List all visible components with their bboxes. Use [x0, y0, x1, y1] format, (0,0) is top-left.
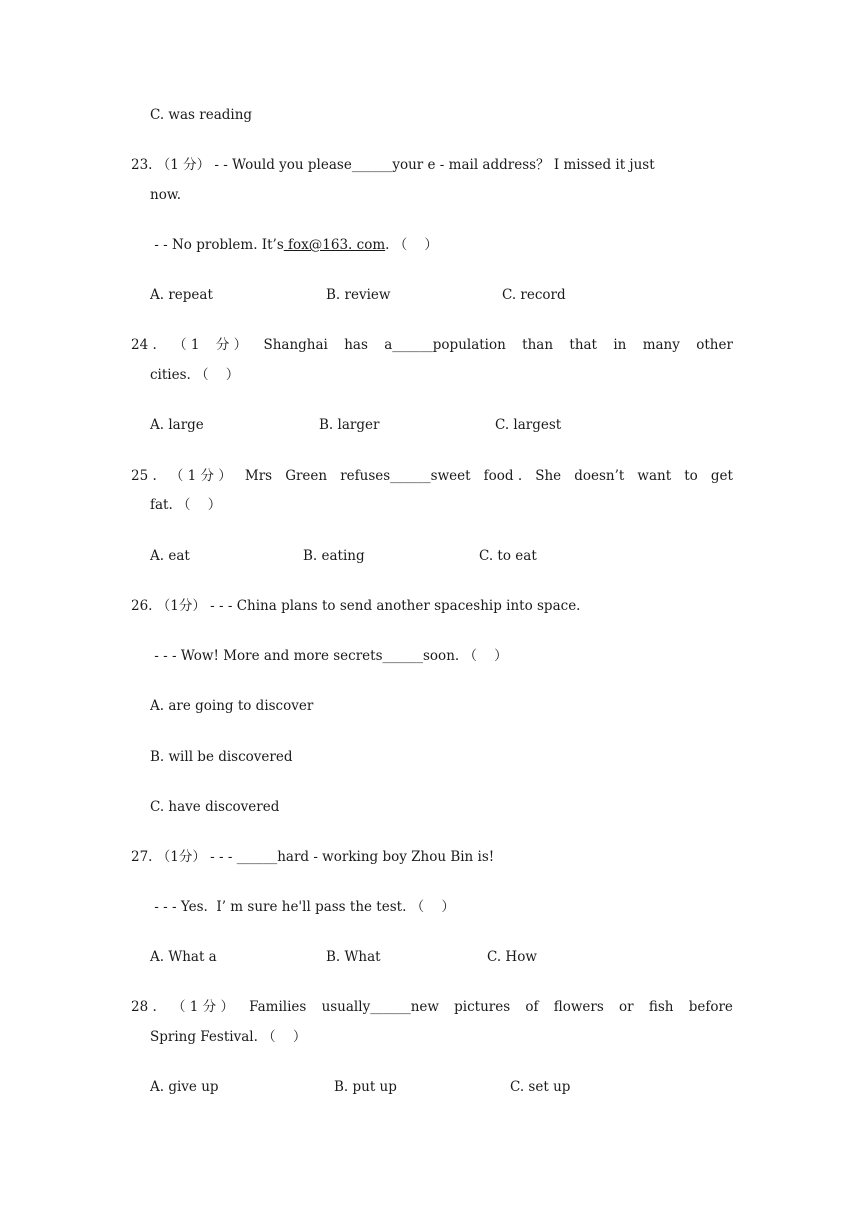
- q27-option-b: B. What: [326, 949, 381, 965]
- q24-word: 分 ）: [215, 337, 248, 353]
- q24-stem-line1: [131, 336, 733, 354]
- q26-option-c: C. have discovered: [150, 799, 280, 815]
- q27-stem-line1: 27. （1分） - - - ______hard - working boy Zhou Bin is!: [131, 849, 495, 865]
- q28-word: 28 .: [131, 999, 157, 1015]
- q25-word: 25 .: [131, 468, 157, 484]
- q24-word: other: [696, 337, 733, 353]
- q28-word: flowers: [553, 999, 604, 1015]
- q28-word: before: [688, 999, 733, 1015]
- q24-word: than: [522, 337, 554, 353]
- q25-word: food .: [483, 468, 523, 484]
- q23-option-b: B. review: [326, 287, 391, 303]
- q23-reply-email: fox@163. com: [283, 237, 386, 253]
- q28-stem-line2: Spring Festival. （ ）: [150, 1029, 307, 1045]
- q25-word: Green: [285, 468, 328, 484]
- q26-option-b: B. will be discovered: [150, 749, 293, 765]
- q24-stem-line2: cities. （ ）: [150, 367, 240, 383]
- q25-word: refuses______sweet: [340, 468, 471, 484]
- q25-word: to: [684, 468, 698, 484]
- q25-word: （ 1 分 ）: [169, 468, 232, 484]
- q25-option-a: A. eat: [150, 548, 190, 564]
- q25-option-c: C. to eat: [479, 548, 537, 564]
- q25-word: She: [535, 468, 562, 484]
- q24-option-b: B. larger: [319, 417, 380, 433]
- q25-word: want: [637, 468, 672, 484]
- q28-option-b: B. put up: [334, 1079, 397, 1095]
- q22-option-c: C. was reading: [150, 107, 253, 123]
- q25-stem-line1: [131, 467, 733, 485]
- q24-word: 24 .: [131, 337, 157, 353]
- q28-word: or: [619, 999, 634, 1015]
- q27-reply: - - - Yes. I’ m sure he'll pass the test. （ ）: [150, 899, 455, 915]
- q26-stem-line1: 26. （1分） - - - China plans to send another spaceship into space.: [131, 598, 581, 614]
- q25-word: Mrs: [244, 468, 273, 484]
- q26-option-a: A. are going to discover: [150, 698, 314, 714]
- q25-word: get: [710, 468, 733, 484]
- q24-word: has: [344, 337, 368, 353]
- q24-word: a______population: [384, 337, 506, 353]
- q25-stem-line2: fat. （ ）: [150, 497, 222, 513]
- q24-word: in: [613, 337, 627, 353]
- q28-word: usually______new: [321, 999, 439, 1015]
- q28-word: pictures: [454, 999, 511, 1015]
- q24-word: （ 1: [173, 337, 200, 353]
- q24-option-a: A. large: [150, 417, 204, 433]
- q23-option-c: C. record: [502, 287, 566, 303]
- q27-option-a: A. What a: [150, 949, 217, 965]
- q27-option-c: C. How: [487, 949, 537, 965]
- q23-stem-line2: now.: [150, 187, 182, 203]
- q23-option-a: A. repeat: [150, 287, 213, 303]
- q25-word: doesn’t: [574, 468, 625, 484]
- q28-word: （ 1 分 ）: [171, 999, 234, 1015]
- q28-stem-line1: [131, 998, 733, 1016]
- q23-reply-prefix: - - No problem. It’s: [150, 237, 284, 253]
- q23-reply-suffix: . （ ）: [385, 237, 438, 253]
- q28-option-c: C. set up: [510, 1079, 571, 1095]
- q23-stem-line1: 23. （1 分） - - Would you please______your e - mail address？ I missed it just: [131, 157, 655, 173]
- q24-word: Shanghai: [263, 337, 328, 353]
- q28-word: fish: [648, 999, 674, 1015]
- q23-reply: [150, 236, 438, 254]
- q26-reply: - - - Wow! More and more secrets______soon. （ ）: [150, 648, 508, 664]
- q25-option-b: B. eating: [303, 548, 365, 564]
- q24-word: many: [642, 337, 680, 353]
- q28-word: Families: [249, 999, 307, 1015]
- q24-word: that: [569, 337, 597, 353]
- q28-option-a: A. give up: [150, 1079, 219, 1095]
- q28-word: of: [525, 999, 539, 1015]
- q24-option-c: C. largest: [495, 417, 562, 433]
